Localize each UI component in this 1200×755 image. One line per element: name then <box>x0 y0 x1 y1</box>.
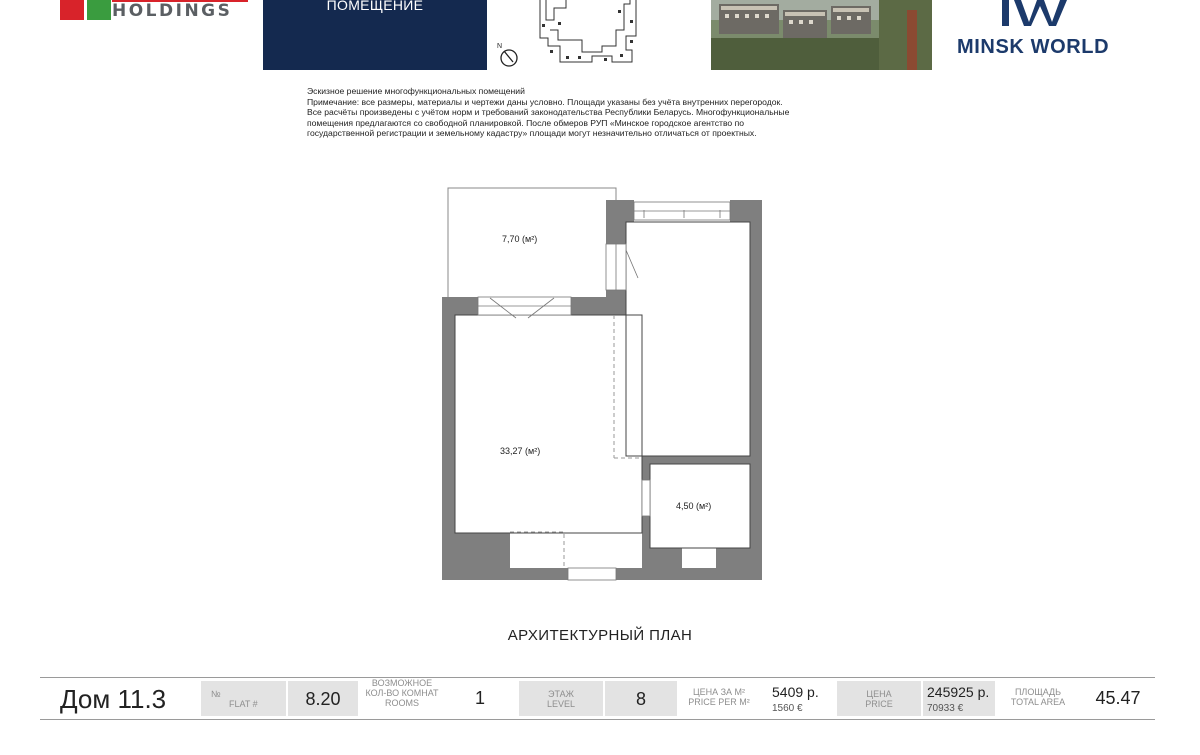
brand-logo-mark <box>950 0 1140 36</box>
bathroom-area-label: 4,50 (м²) <box>676 501 712 511</box>
area-value: 45.47 <box>1095 688 1141 708</box>
rooms-value: 1 <box>474 688 485 708</box>
flat-label-en: FLAT # <box>229 699 258 709</box>
plan-title: АРХИТЕКТУРНЫЙ ПЛАН <box>507 627 693 644</box>
brand-logo-word: MINSK WORLD <box>957 36 1110 58</box>
level-label-cell <box>519 681 603 716</box>
info-bar <box>40 678 1155 719</box>
developer-logo-word: HOLDINGS <box>112 1 233 21</box>
floor-plan-drawing <box>430 180 775 590</box>
disclaimer-note <box>307 86 907 139</box>
info-bar-bottom-rule <box>40 719 1155 720</box>
flat-value: 8.20 <box>305 689 341 709</box>
premises-banner-text: ПОМЕЩЕНИЕ <box>326 0 424 13</box>
rooms-label-line2: КОЛ-ВО КОМНАТ <box>365 688 439 698</box>
balcony-area-label: 7,70 (м²) <box>502 234 538 244</box>
ppm-eur: 1560 € <box>772 703 803 714</box>
ppm-label-en: PRICE PER M² <box>688 697 750 707</box>
flat-label-cell <box>201 681 286 716</box>
site-plan-thumbnail <box>494 0 694 70</box>
note-line: государственной регистрации и земельному кадастру» площади могут незначительно отличаться от проектных. <box>307 128 757 139</box>
rooms-label-line1: ВОЗМОЖНОЕ <box>371 678 433 688</box>
price-value: 245925 р. <box>927 684 990 700</box>
level-label-en: LEVEL <box>546 699 576 709</box>
main-room-area-label: 33,27 (м²) <box>500 446 541 456</box>
price-label-en: PRICE <box>865 699 893 709</box>
house-number: Дом 11.3 <box>60 684 167 714</box>
premises-banner <box>263 0 487 70</box>
ppm-value: 5409 р. <box>772 684 819 700</box>
price-value-cell <box>923 681 995 716</box>
building-render-photo <box>711 0 932 70</box>
area-label-en: TOTAL AREA <box>1010 697 1066 707</box>
note-line: Примечание: все размеры, материалы и чертежи даны условно. Площади указаны без учёта внутренних перегородок. <box>307 96 783 107</box>
level-value-cell <box>605 681 677 716</box>
ppm-label-ru: ЦЕНА ЗА М² <box>692 687 746 697</box>
area-label-ru: ПЛОЩАДЬ <box>1014 687 1062 697</box>
level-value: 8 <box>635 689 646 709</box>
north-label: N <box>497 43 503 50</box>
floor-plan <box>430 180 775 590</box>
developer-logo-mark <box>60 0 112 20</box>
price-eur: 70933 € <box>927 703 964 714</box>
brand-logo <box>950 0 1140 60</box>
level-label-ru: ЭТАЖ <box>548 689 574 699</box>
rooms-label-en: ROOMS <box>384 698 419 708</box>
developer-logo <box>58 0 250 24</box>
note-line: Эскизное решение многофункциональных помещений <box>307 86 525 96</box>
price-label-ru: ЦЕНА <box>866 689 892 699</box>
compass-icon <box>497 43 517 66</box>
flat-label-ru: № <box>211 689 221 699</box>
flat-value-cell <box>288 681 358 716</box>
note-line: помещения предлагаются со свободной планировкой. После обмеров РУП «Минское городское агентство по <box>307 117 745 128</box>
note-line: Все расчёты произведены с учётом норм и требований законодательства Республики Беларусь. Многофункциональные <box>307 107 790 118</box>
price-label-cell <box>837 681 921 716</box>
